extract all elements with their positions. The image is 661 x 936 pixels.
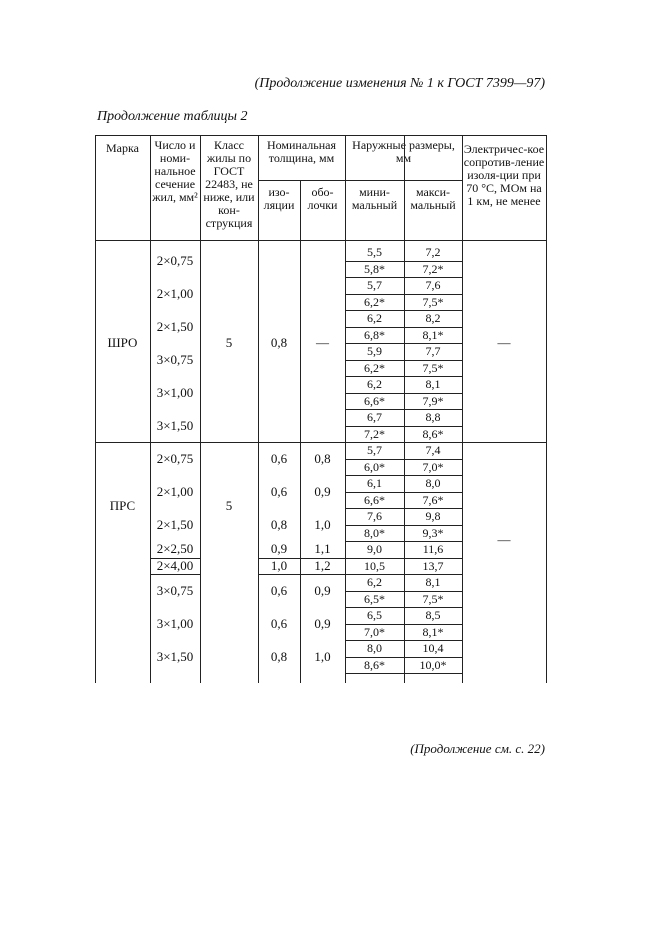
- table-cell-insulation: 1,0: [270, 557, 288, 573]
- table-cell-min: 6,0*: [364, 459, 385, 474]
- table-cell-sheath: —: [316, 335, 329, 350]
- header-insulation: изо-ляции: [263, 185, 295, 212]
- table-cell-insulation: 0,6: [270, 615, 288, 631]
- table-cell-cores: 2×1,00: [156, 483, 194, 499]
- table-cell-insulation: 0,6: [270, 450, 288, 466]
- header-sheath: обо-лочки: [307, 185, 338, 212]
- table-cell-min: 8,6*: [364, 657, 385, 672]
- table-rule-vertical: [404, 135, 405, 683]
- table-cell-min: 6,2: [367, 575, 382, 590]
- table-cell-min: 5,9: [367, 344, 382, 359]
- table-rule-vertical: [200, 135, 201, 683]
- table-cell-cores: 3×0,75: [156, 582, 194, 598]
- table-cell-cores: 3×1,50: [156, 417, 194, 433]
- header-marka: Марка: [106, 141, 139, 155]
- table-cell-min: 8,0*: [364, 525, 385, 540]
- table-cell-sheath: 1,2: [314, 557, 331, 573]
- table-cell-max: 10,4: [422, 641, 444, 656]
- table-cell-max: 8,8: [425, 410, 441, 425]
- table-cell-max: 7,0*: [422, 459, 444, 474]
- table-cell-min: 6,1: [367, 476, 382, 491]
- table-cell-max: 8,0: [425, 476, 441, 491]
- table-rule-vertical: [150, 135, 151, 683]
- table-cell-min: 6,2: [367, 311, 382, 326]
- table-rule-horizontal: [258, 574, 345, 575]
- table-cell-min: 5,5: [367, 245, 382, 260]
- table-cell-max: 7,6: [425, 278, 441, 293]
- table-cell-insulation: 0,8: [270, 648, 288, 664]
- table-cell-min: 6,6*: [364, 492, 385, 507]
- header-outer: Наружные размеры, мм: [352, 138, 455, 165]
- table-rule-horizontal: [95, 442, 546, 443]
- table-cell-min: 7,2*: [364, 426, 385, 441]
- table-rule-horizontal: [95, 240, 546, 241]
- table-cell-max: 11,6: [422, 542, 444, 557]
- table-cell-max: 8,2: [425, 311, 441, 326]
- table-cell-sheath: 0,9: [314, 483, 331, 499]
- table-cell-min: 6,2*: [364, 294, 385, 309]
- table-cell-min: 6,6*: [364, 393, 385, 408]
- table-cell-max: 8,1: [425, 575, 441, 590]
- table-rule-horizontal: [258, 180, 462, 181]
- table-cell-max: 8,1: [425, 377, 441, 392]
- table-cell-cores: 2×1,00: [156, 285, 194, 301]
- table-cell-class: 5: [225, 498, 233, 513]
- table-cell-mark: ПРС: [109, 498, 136, 513]
- table-cell-max: 9,3*: [422, 525, 444, 540]
- table-cell-max: 7,5*: [422, 591, 444, 606]
- table-rule-vertical: [462, 135, 463, 683]
- table-rule-vertical: [300, 180, 301, 683]
- table-cell-max: 7,6*: [422, 492, 444, 507]
- table-cell-max: 10,0*: [419, 657, 447, 672]
- table-cell-min: 6,7: [367, 410, 382, 425]
- table-cell-min: 7,6: [367, 509, 382, 524]
- table-cell-min: 6,8*: [364, 327, 385, 342]
- table-cell-cores: 2×2,50: [156, 541, 194, 557]
- table-cell-max: 8,1*: [422, 624, 444, 639]
- table-cell-min: 6,5: [367, 608, 382, 623]
- header-resistance: Электричес-кое сопротив-ление изоля-ции при 70 °С, МОм на 1 км, не менее: [463, 142, 545, 208]
- table-cell-cores: 3×1,00: [156, 384, 194, 400]
- table-cell-min: 6,5*: [364, 591, 385, 606]
- table-cell-max: 13,7: [422, 558, 444, 573]
- table-rule-vertical: [95, 135, 96, 683]
- table-cell-min: 6,2: [367, 377, 382, 392]
- table-cell-cores: 2×0,75: [156, 252, 194, 268]
- table-cell-sheath: 0,8: [314, 450, 331, 466]
- table-cell-max: 7,4: [425, 443, 441, 458]
- page-header: (Продолжение изменения № 1 к ГОСТ 7399—97): [254, 76, 545, 91]
- table-cell-min: 10,5: [364, 558, 385, 573]
- table-subtitle: Продолжение таблицы 2: [97, 109, 248, 124]
- table-cell-max: 7,9*: [422, 393, 444, 408]
- table-cell-sheath: 0,9: [314, 582, 331, 598]
- table-cell-max: 7,2*: [422, 261, 444, 276]
- table-cell-max: 8,5: [425, 608, 441, 623]
- table-rule-horizontal: [95, 135, 546, 136]
- table-cell-max: 9,8: [425, 509, 441, 524]
- table-cell-sheath: 1,1: [314, 541, 331, 557]
- table-cell-min: 9,0: [367, 542, 382, 557]
- table-cell-cores: 3×1,50: [156, 648, 194, 664]
- table-cell-insulation: 0,8: [270, 516, 288, 532]
- table-rule-vertical: [258, 135, 259, 683]
- table-cell-sheath: 1,0: [314, 516, 331, 532]
- table-cell-min: 8,0: [367, 641, 382, 656]
- header-class: Класс жилы по ГОСТ 22483, не ниже, или кон-струкция: [203, 138, 255, 230]
- table-cell-cores: 2×1,50: [156, 318, 194, 334]
- table-cell-min: 6,2*: [364, 360, 385, 375]
- table-cell-max: 7,5*: [422, 294, 444, 309]
- table-cell-min: 5,7: [367, 443, 382, 458]
- table-rule-vertical: [345, 135, 346, 683]
- table-cell-sheath: 0,9: [314, 615, 331, 631]
- table-cell-class: 5: [225, 335, 233, 350]
- header-cores: Число и номи-нальное сечение жил, мм²: [152, 138, 198, 204]
- table-rule-vertical: [546, 135, 547, 683]
- table-cell-resistance: —: [497, 335, 511, 350]
- table-cell-max: 8,1*: [422, 327, 444, 342]
- table-cell-resistance: —: [497, 532, 511, 547]
- table-cell-cores: 2×1,50: [156, 516, 194, 532]
- table-cell-max: 7,7: [425, 344, 441, 359]
- table-cell-insulation: 0,6: [270, 483, 288, 499]
- table-rule-horizontal: [150, 574, 200, 575]
- table-cell-cores: 3×0,75: [156, 351, 194, 367]
- table-cell-min: 5,8*: [364, 261, 385, 276]
- table-cell-insulation: 0,9: [270, 541, 288, 557]
- table-cell-min: 7,0*: [364, 624, 385, 639]
- table-cell-mark: ШРО: [107, 335, 138, 350]
- table-cell-insulation: 0,8: [270, 335, 288, 350]
- table-cell-cores: 2×0,75: [156, 450, 194, 466]
- page-footer: (Продолжение см. с. 22): [410, 741, 545, 756]
- header-thickness: Номинальная толщина, мм: [266, 138, 337, 165]
- table-cell-cores: 3×1,00: [156, 615, 194, 631]
- table-cell-max: 7,2: [425, 245, 441, 260]
- table-cell-max: 8,6*: [422, 426, 444, 441]
- table-cell-sheath: 1,0: [314, 648, 331, 664]
- table-cell-insulation: 0,6: [270, 582, 288, 598]
- header-max: макси-мальный: [410, 185, 456, 212]
- header-min: мини-мальный: [351, 185, 398, 212]
- table-cell-cores: 2×4,00: [156, 557, 194, 573]
- table-cell-max: 7,5*: [422, 360, 444, 375]
- table-cell-min: 5,7: [367, 278, 382, 293]
